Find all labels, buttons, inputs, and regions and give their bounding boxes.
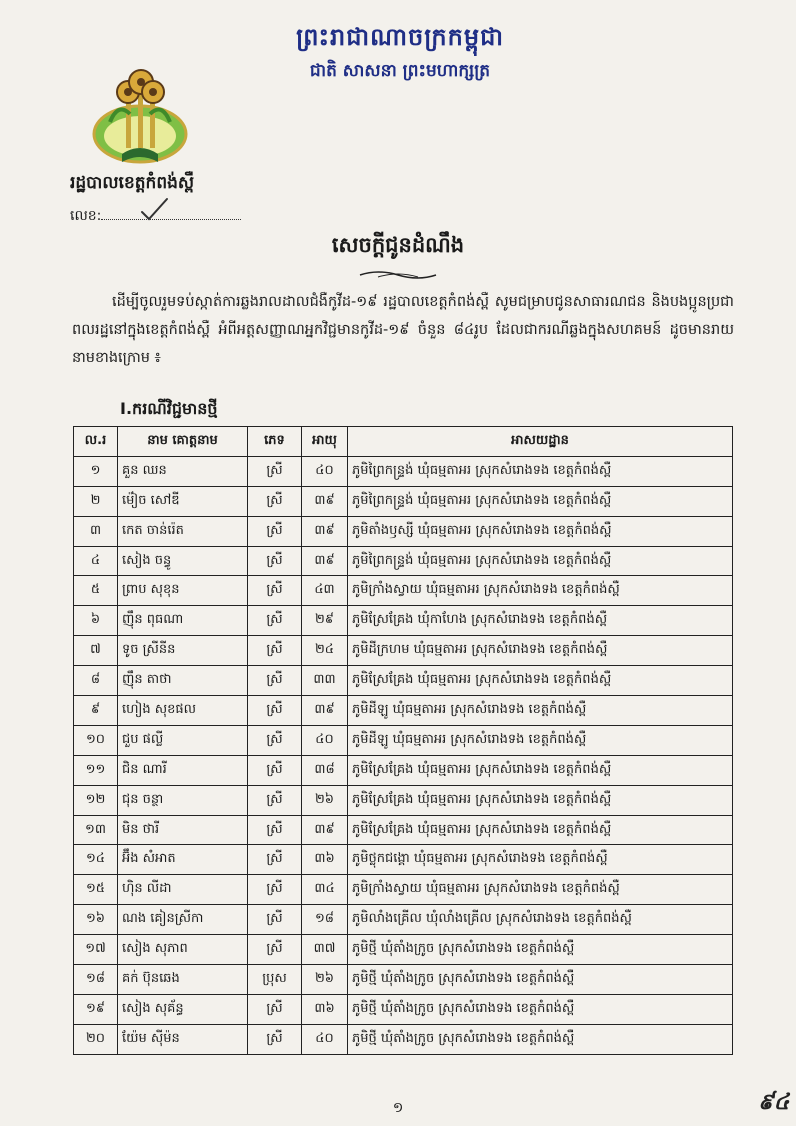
cell-sex: ស្រី [248,546,302,576]
table-body [74,456,733,1054]
cell-age: ២៦ [302,965,348,995]
cell-age: ៣៩ [302,486,348,516]
cell-name: ជិន ណារី [118,755,248,785]
cell-address: ភូមិថ្មី ឃុំតាំងក្រូច ស្រុកសំរោងទង ខេត្តកំពង់ស្ពឺ [348,965,733,995]
cell-name: អ៊ឹង សំអាត [118,845,248,875]
cell-no: ១៨ [74,965,118,995]
cell-sex: ស្រី [248,636,302,666]
cell-name: ជួប ផល្លី [118,725,248,755]
reference-dots [101,207,241,220]
cell-no: ១២ [74,785,118,815]
cell-sex: ស្រី [248,666,302,696]
cell-no: ១៥ [74,875,118,905]
table-row [74,994,733,1024]
cell-no: ១០ [74,725,118,755]
cell-name: ណង គៀនស្រីកា [118,905,248,935]
handwritten-check-icon [138,196,170,222]
cell-name: កេត ចាន់រ៉េត [118,516,248,546]
cell-age: ៤៣ [302,576,348,606]
header-sex: ភេទ [248,427,302,457]
table-row [74,636,733,666]
cell-sex: ស្រី [248,456,302,486]
table-row [74,1024,733,1054]
section-title: I.ករណីវិជ្ជមានថ្មី [120,399,218,418]
cell-sex: ស្រី [248,935,302,965]
cell-sex: ស្រី [248,875,302,905]
cell-no: ១៩ [74,994,118,1024]
cell-age: ៣៣ [302,666,348,696]
cell-no: ៨ [74,666,118,696]
cell-no: ២០ [74,1024,118,1054]
cell-name: សៀង សុគ័ន្ធ [118,994,248,1024]
cell-sex: ស្រី [248,845,302,875]
cell-name: ព្រាប សុខុន [118,576,248,606]
administration-name: រដ្ឋបាលខេត្តកំពង់ស្ពឺ [70,173,195,193]
table-row [74,456,733,486]
cell-sex: ប្រុស [248,965,302,995]
cell-age: ៣៩ [302,516,348,546]
kingdom-heading: ព្រះរាជាណាចក្រកម្ពុជា [296,22,504,51]
cell-sex: ស្រី [248,785,302,815]
table-row [74,576,733,606]
cell-age: ២៤ [302,636,348,666]
cell-sex: ស្រី [248,486,302,516]
cell-address: ភូមិថ្មី ឃុំតាំងក្រូច ស្រុកសំរោងទង ខេត្តកំពង់ស្ពឺ [348,994,733,1024]
cell-sex: ស្រី [248,905,302,935]
cell-address: ភូមិដីឡូ ឃុំធម្មតាអរ ស្រុកសំរោងទង ខេត្តកំពង់ស្ពឺ [348,725,733,755]
cell-no: ១ [74,456,118,486]
cell-no: ៩ [74,696,118,726]
cell-address: ភូមិថ្មី ឃុំតាំងក្រូច ស្រុកសំរោងទង ខេត្តកំពង់ស្ពឺ [348,1024,733,1054]
cell-address: ភូមិថ្មី ឃុំតាំងក្រូច ស្រុកសំរោងទង ខេត្តកំពង់ស្ពឺ [348,935,733,965]
table-row [74,546,733,576]
reference-label: លេខ: [70,208,102,224]
table-row [74,486,733,516]
header-name: នាម គោត្តនាម [118,427,248,457]
cell-name: មិន ថារី [118,815,248,845]
cell-name: គក់ ប៊ុនឆេង [118,965,248,995]
provincial-emblem-icon [86,62,194,168]
cell-age: ៤០ [302,725,348,755]
cell-age: ៤០ [302,1024,348,1054]
cell-name: សៀង សុភាព [118,935,248,965]
cell-name: ជុន ចន្ថា [118,785,248,815]
cell-age: ៣៨ [302,755,348,785]
cell-address: ភូមិក្រាំងស្វាយ ឃុំធម្មតាអរ ស្រុកសំរោងទង ខេត្តកំពង់ស្ពឺ [348,875,733,905]
header-age: អាយុ [302,427,348,457]
cell-address: ភូមិលាំងគ្រើល ឃុំលាំងគ្រើល ស្រុកសំរោងទង ខេត្តកំពង់ស្ពឺ [348,905,733,935]
cell-age: ៣៦ [302,845,348,875]
cell-name: ម៉ៀច សៅឌី [118,486,248,516]
cell-address: ភូមិព្រៃកន្ទ្រង់ ឃុំធម្មតាអរ ស្រុកសំរោងទង ខេត្តកំពង់ស្ពឺ [348,546,733,576]
cell-name: យ៉ែម ស៊ីម៉ន [118,1024,248,1054]
cell-sex: ស្រី [248,815,302,845]
cell-address: ភូមិតាំងឫស្សី ឃុំធម្មតាអរ ស្រុកសំរោងទង ខេត្តកំពង់ស្ពឺ [348,516,733,546]
cell-name: សៀង ចន្ធូ [118,546,248,576]
cell-no: ១៧ [74,935,118,965]
cell-age: ៣៩ [302,815,348,845]
cases-table [73,426,733,1055]
cell-address: ភូមិស្រែគ្រែង ឃុំធម្មតាអរ ស្រុកសំរោងទង ខេត្តកំពង់ស្ពឺ [348,755,733,785]
table-row [74,935,733,965]
table-row [74,785,733,815]
cell-no: ២ [74,486,118,516]
table-header-row [74,427,733,457]
cell-age: ៣៤ [302,875,348,905]
table-row [74,666,733,696]
title-ornament-icon [358,268,438,282]
national-motto: ជាតិ សាសនា ព្រះមហាក្សត្រ [309,61,491,81]
table-row [74,905,733,935]
table-row [74,606,733,636]
cell-sex: ស្រី [248,576,302,606]
cell-age: ២៦ [302,785,348,815]
table-row [74,725,733,755]
cell-sex: ស្រី [248,725,302,755]
cell-address: ភូមិដីឡូ ឃុំធម្មតាអរ ស្រុកសំរោងទង ខេត្តកំពង់ស្ពឺ [348,696,733,726]
cell-address: ភូមិក្រាំងស្វាយ ឃុំធម្មតាអរ ស្រុកសំរោងទង ខេត្តកំពង់ស្ពឺ [348,576,733,606]
cell-no: ៧ [74,636,118,666]
header-no: ល.រ [74,427,118,457]
cell-age: ៣៧ [302,935,348,965]
cell-name: ទូច ស្រីនីន [118,636,248,666]
cell-no: ១៣ [74,815,118,845]
cell-sex: ស្រី [248,994,302,1024]
cell-age: ៣៦ [302,994,348,1024]
cell-name: ហ៊ិន លីដា [118,875,248,905]
cell-name: ញ៉ឹន ពុធណា [118,606,248,636]
cell-address: ភូមិព្រៃកន្ទ្រង់ ឃុំធម្មតាអរ ស្រុកសំរោងទង ខេត្តកំពង់ស្ពឺ [348,486,733,516]
table-row [74,965,733,995]
cell-sex: ស្រី [248,516,302,546]
table-row [74,815,733,845]
page-number: ១ [392,1100,404,1116]
cell-sex: ស្រី [248,696,302,726]
cell-age: ២៩ [302,606,348,636]
table-row [74,696,733,726]
cell-sex: ស្រី [248,755,302,785]
table-row [74,516,733,546]
table-row [74,875,733,905]
cell-sex: ស្រី [248,1024,302,1054]
notice-title: សេចក្តីជូនដំណឹង [331,233,465,257]
cell-age: ១៨ [302,905,348,935]
intro-text: ដើម្បីចូលរួមទប់ស្កាត់ការឆ្លងរាលដាលជំងឺកូវីដ-១៩ រដ្ឋបាលខេត្តកំពង់ស្ពឺ សូមជម្រាបជូនសាធារណជន និងបងប្អូនប្រជាពលរដ្ឋនៅក្នុងខេត្តកំពង់ស្ពឺ អំពីអត្តសញ្ញាណអ្នកវិជ្ជមានកូវីដ-១៩ ចំនួន ៨៤រូប ដែលជាករណីឆ្លងក្នុងសហគមន៍ ដូចមានរាយនាមខាងក្រោម ៖ [72,294,734,366]
cell-name: ហៀង សុខផល [118,696,248,726]
cell-sex: ស្រី [248,606,302,636]
handwritten-page-mark: ៩៤ [758,1089,790,1115]
cell-address: ភូមិថ្លុកជង្គោ ឃុំធម្មតាអរ ស្រុកសំរោងទង ខេត្តកំពង់ស្ពឺ [348,845,733,875]
cell-no: ១៦ [74,905,118,935]
cell-address: ភូមិស្រែគ្រែង ឃុំធម្មតាអរ ស្រុកសំរោងទង ខេត្តកំពង់ស្ពឺ [348,815,733,845]
table-row [74,755,733,785]
cell-address: ភូមិព្រៃកន្ទ្រង់ ឃុំធម្មតាអរ ស្រុកសំរោងទង ខេត្តកំពង់ស្ពឺ [348,456,733,486]
cell-age: ៣៩ [302,546,348,576]
cell-address: ភូមិស្រែគ្រែង ឃុំកាហែង ស្រុកសំរោងទង ខេត្តកំពង់ស្ពឺ [348,606,733,636]
cell-address: ភូមិស្រែគ្រែង ឃុំធម្មតាអរ ស្រុកសំរោងទង ខេត្តកំពង់ស្ពឺ [348,785,733,815]
cell-no: ១១ [74,755,118,785]
cell-no: ១៤ [74,845,118,875]
cell-age: ៤០ [302,456,348,486]
cell-name: គួន ឈន [118,456,248,486]
cell-age: ៣៩ [302,696,348,726]
notice-intro [72,288,734,372]
table-row [74,845,733,875]
cell-address: ភូមិដីក្រហម ឃុំធម្មតាអរ ស្រុកសំរោងទង ខេត្តកំពង់ស្ពឺ [348,636,733,666]
cell-no: ៦ [74,606,118,636]
cell-no: ៥ [74,576,118,606]
cell-address: ភូមិស្រែគ្រែង ឃុំធម្មតាអរ ស្រុកសំរោងទង ខេត្តកំពង់ស្ពឺ [348,666,733,696]
cell-no: ៣ [74,516,118,546]
cell-name: ញ៉ឹន តាថា [118,666,248,696]
cell-no: ៤ [74,546,118,576]
header-address: អាសយដ្ឋាន [348,427,733,457]
